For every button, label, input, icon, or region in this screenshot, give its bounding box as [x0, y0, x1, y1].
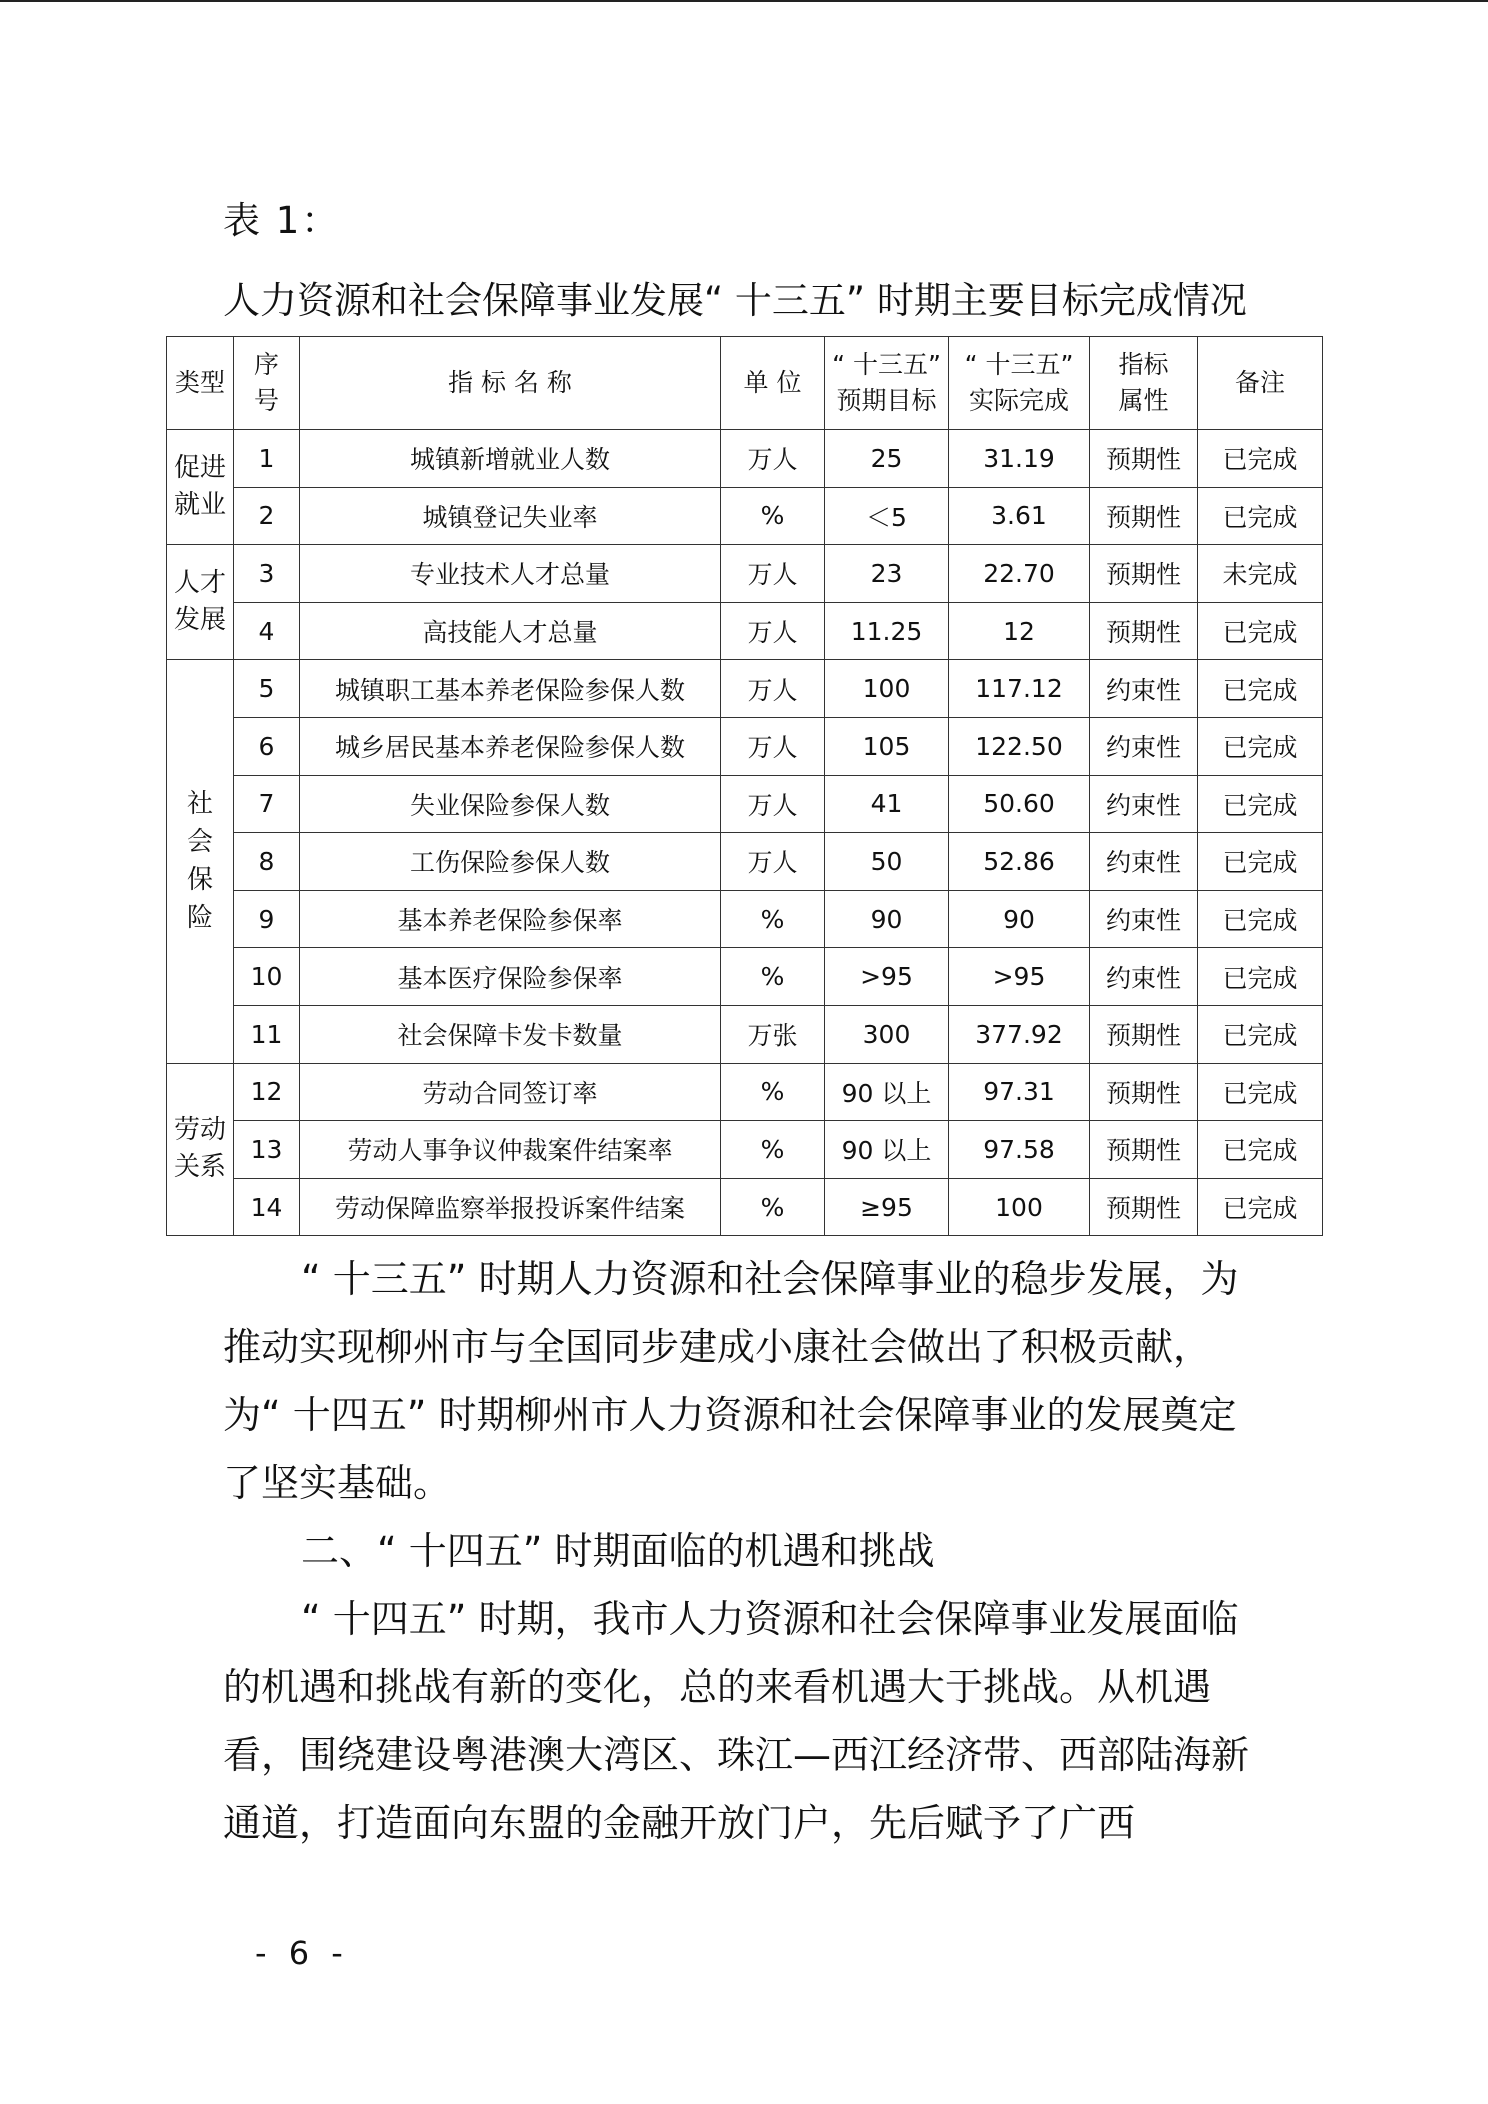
- body-text: [223, 1245, 1263, 1857]
- cell-seq: 14: [234, 1178, 300, 1236]
- cell-note: 已完成: [1198, 1063, 1323, 1121]
- header-unit: 单 位: [721, 337, 825, 430]
- cell-unit: %: [721, 1178, 825, 1236]
- top-border-line: [0, 0, 1488, 2]
- cell-target: 25: [825, 430, 949, 488]
- cell-seq: 1: [234, 430, 300, 488]
- cell-seq: 5: [234, 660, 300, 718]
- table-row: [167, 775, 1323, 833]
- cell-target: ＜5: [825, 487, 949, 545]
- cell-note: 已完成: [1198, 660, 1323, 718]
- cell-actual: 97.58: [949, 1121, 1090, 1179]
- cell-actual: 97.31: [949, 1063, 1090, 1121]
- cell-note: 已完成: [1198, 602, 1323, 660]
- header-attr: 指标 属性: [1090, 337, 1198, 430]
- cell-seq: 10: [234, 948, 300, 1006]
- table-row: [167, 545, 1323, 603]
- cell-actual: 22.70: [949, 545, 1090, 603]
- cell-seq: 11: [234, 1005, 300, 1063]
- cell-note: 已完成: [1198, 775, 1323, 833]
- cell-actual: 3.61: [949, 487, 1090, 545]
- table-row: [167, 1178, 1323, 1236]
- cell-attr: 预期性: [1090, 430, 1198, 488]
- cell-attr: 约束性: [1090, 890, 1198, 948]
- cell-unit: %: [721, 890, 825, 948]
- cell-actual: 90: [949, 890, 1090, 948]
- cell-note: 已完成: [1198, 890, 1323, 948]
- cell-name: 城镇职工基本养老保险参保人数: [300, 660, 721, 718]
- paragraph-opportunities: “ 十四五” 时期，我市人力资源和社会保障事业发展面临的机遇和挑战有新的变化，总的来看机遇大于挑战。从机遇看，围绕建设粤港澳大湾区、珠江—西江经济带、西部陆海新通道，打造面向东盟的金融开放门户，先后赋予了广西: [223, 1597, 1250, 1845]
- cell-target: 11.25: [825, 602, 949, 660]
- table-row: [167, 487, 1323, 545]
- table-row: [167, 430, 1323, 488]
- cell-unit: 万人: [721, 430, 825, 488]
- cell-target: 41: [825, 775, 949, 833]
- header-name: 指 标 名 称: [300, 337, 721, 430]
- cell-note: 已完成: [1198, 1005, 1323, 1063]
- cell-note: 已完成: [1198, 948, 1323, 1006]
- cell-name: 基本养老保险参保率: [300, 890, 721, 948]
- cell-name: 社会保障卡发卡数量: [300, 1005, 721, 1063]
- cell-attr: 预期性: [1090, 1121, 1198, 1179]
- cell-attr: 预期性: [1090, 602, 1198, 660]
- cell-attr: 约束性: [1090, 717, 1198, 775]
- table-row: [167, 1063, 1323, 1121]
- cell-note: 已完成: [1198, 487, 1323, 545]
- table-row: [167, 890, 1323, 948]
- cell-actual: 377.92: [949, 1005, 1090, 1063]
- cell-name: 劳动保障监察举报投诉案件结案: [300, 1178, 721, 1236]
- cell-attr: 预期性: [1090, 1063, 1198, 1121]
- cell-name: 城镇登记失业率: [300, 487, 721, 545]
- cell-seq: 6: [234, 717, 300, 775]
- cell-name: 工伤保险参保人数: [300, 833, 721, 891]
- table-row: [167, 833, 1323, 891]
- cell-target: 90 以上: [825, 1121, 949, 1179]
- table-row: [167, 1005, 1323, 1063]
- cell-note: 未完成: [1198, 545, 1323, 603]
- cell-seq: 13: [234, 1121, 300, 1179]
- cell-unit: 万人: [721, 660, 825, 718]
- cell-unit: 万人: [721, 775, 825, 833]
- cell-name: 基本医疗保险参保率: [300, 948, 721, 1006]
- cell-unit: %: [721, 948, 825, 1006]
- cell-seq: 12: [234, 1063, 300, 1121]
- header-note: 备注: [1198, 337, 1323, 430]
- cell-unit: 万人: [721, 717, 825, 775]
- paragraph-summary: “ 十三五” 时期人力资源和社会保障事业的稳步发展，为推动实现柳州市与全国同步建成小康社会做出了积极贡献，为“ 十四五” 时期柳州市人力资源和社会保障事业的发展奠定了坚实基础。: [223, 1257, 1239, 1505]
- cell-actual: 122.50: [949, 717, 1090, 775]
- header-target: “ 十三五” 预期目标: [825, 337, 949, 430]
- cell-unit: 万张: [721, 1005, 825, 1063]
- header-type: 类型: [167, 337, 234, 430]
- cell-name: 劳动人事争议仲裁案件结案率: [300, 1121, 721, 1179]
- cell-target: >95: [825, 948, 949, 1006]
- cell-attr: 预期性: [1090, 1005, 1198, 1063]
- category-employment: 促进 就业: [167, 430, 234, 545]
- table-row: [167, 602, 1323, 660]
- cell-note: 已完成: [1198, 430, 1323, 488]
- cell-seq: 2: [234, 487, 300, 545]
- cell-unit: 万人: [721, 833, 825, 891]
- cell-name: 失业保险参保人数: [300, 775, 721, 833]
- cell-unit: %: [721, 1121, 825, 1179]
- table-label: 表 1：: [223, 199, 341, 242]
- header-seq: 序 号: [234, 337, 300, 430]
- cell-target: 100: [825, 660, 949, 718]
- cell-unit: %: [721, 1063, 825, 1121]
- section-heading: 二、“ 十四五” 时期面临的机遇和挑战: [301, 1529, 935, 1573]
- table-row: [167, 1121, 1323, 1179]
- cell-attr: 约束性: [1090, 660, 1198, 718]
- table-row: [167, 660, 1323, 718]
- cell-seq: 3: [234, 545, 300, 603]
- cell-name: 城乡居民基本养老保险参保人数: [300, 717, 721, 775]
- cell-name: 专业技术人才总量: [300, 545, 721, 603]
- cell-attr: 约束性: [1090, 833, 1198, 891]
- table-row: [167, 948, 1323, 1006]
- cell-attr: 预期性: [1090, 487, 1198, 545]
- cell-seq: 9: [234, 890, 300, 948]
- page-number: - 6 -: [255, 1934, 349, 1972]
- cell-unit: %: [721, 487, 825, 545]
- cell-name: 高技能人才总量: [300, 602, 721, 660]
- cell-target: 90 以上: [825, 1063, 949, 1121]
- cell-unit: 万人: [721, 602, 825, 660]
- cell-target: ≥95: [825, 1178, 949, 1236]
- cell-attr: 约束性: [1090, 948, 1198, 1006]
- cell-target: 105: [825, 717, 949, 775]
- cell-attr: 预期性: [1090, 545, 1198, 603]
- cell-note: 已完成: [1198, 1121, 1323, 1179]
- cell-note: 已完成: [1198, 833, 1323, 891]
- table-row: [167, 717, 1323, 775]
- cell-actual: 50.60: [949, 775, 1090, 833]
- header-actual: “ 十三五” 实际完成: [949, 337, 1090, 430]
- cell-target: 90: [825, 890, 949, 948]
- cell-actual: 31.19: [949, 430, 1090, 488]
- cell-name: 城镇新增就业人数: [300, 430, 721, 488]
- cell-actual: >95: [949, 948, 1090, 1006]
- cell-actual: 100: [949, 1178, 1090, 1236]
- cell-actual: 52.86: [949, 833, 1090, 891]
- cell-seq: 4: [234, 602, 300, 660]
- cell-actual: 117.12: [949, 660, 1090, 718]
- cell-attr: 约束性: [1090, 775, 1198, 833]
- cell-actual: 12: [949, 602, 1090, 660]
- category-labor-relations: 劳动 关系: [167, 1063, 234, 1236]
- cell-target: 23: [825, 545, 949, 603]
- category-talent: 人才 发展: [167, 545, 234, 660]
- targets-table: [166, 336, 1323, 1236]
- cell-target: 50: [825, 833, 949, 891]
- cell-unit: 万人: [721, 545, 825, 603]
- cell-note: 已完成: [1198, 717, 1323, 775]
- cell-target: 300: [825, 1005, 949, 1063]
- category-social-insurance: 社 会 保 险: [167, 660, 234, 1063]
- cell-attr: 预期性: [1090, 1178, 1198, 1236]
- cell-note: 已完成: [1198, 1178, 1323, 1236]
- cell-seq: 7: [234, 775, 300, 833]
- table-title: 人力资源和社会保障事业发展“ 十三五” 时期主要目标完成情况: [223, 279, 1247, 322]
- table-header-row: [167, 337, 1323, 430]
- cell-seq: 8: [234, 833, 300, 891]
- cell-name: 劳动合同签订率: [300, 1063, 721, 1121]
